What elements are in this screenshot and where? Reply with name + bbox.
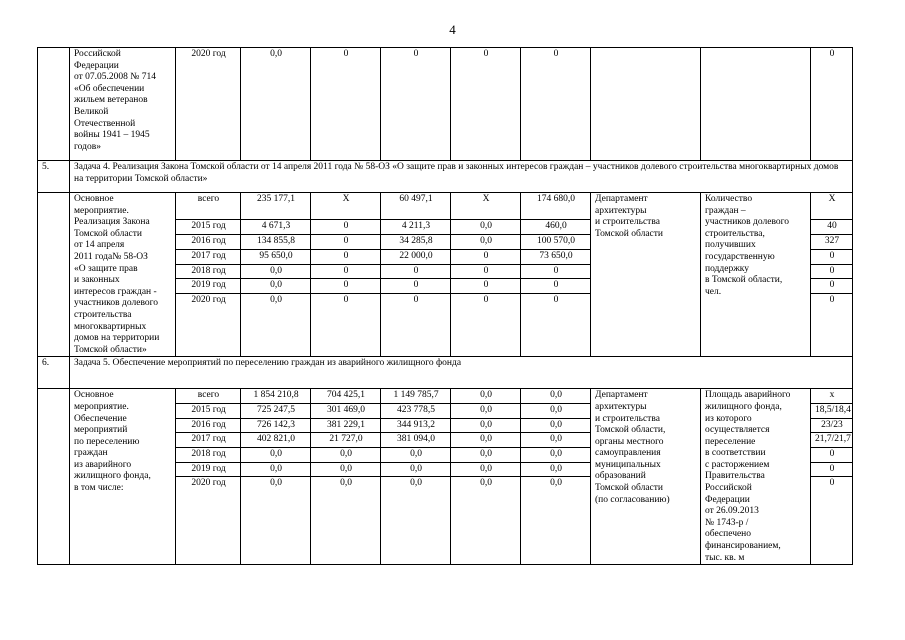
total-cell: 235 177,1 bbox=[241, 193, 311, 220]
regional-cell: 34 285,8 bbox=[381, 235, 451, 250]
indicator-cell bbox=[701, 48, 811, 161]
indicator-value-cell: 0 bbox=[811, 279, 853, 294]
extra-cell: 0,0 bbox=[521, 477, 591, 565]
total-cell: 95 650,0 bbox=[241, 249, 311, 264]
local-cell: 0,0 bbox=[451, 433, 521, 448]
extra-cell: 73 650,0 bbox=[521, 249, 591, 264]
period-cell: 2017 год bbox=[176, 249, 241, 264]
period-cell: 2018 год bbox=[176, 447, 241, 462]
measure-description: Основное мероприятие. Реализация Закона Томской области от 14 апреля 2011 года№ 58-ОЗ «О защите прав и законных интересов граждан - участников долевого строительства многоквартирных домов на территории Томской области» bbox=[70, 193, 176, 357]
extra-cell: 0 bbox=[521, 294, 591, 357]
task-title: Задача 5. Обеспечение мероприятий по переселению граждан из аварийного жилищного фонда bbox=[70, 357, 853, 389]
total-cell: 0,0 bbox=[241, 264, 311, 279]
indicator-value-cell: Х bbox=[811, 193, 853, 220]
local-cell: 0 bbox=[451, 294, 521, 357]
regional-cell: 381 094,0 bbox=[381, 433, 451, 448]
period-cell: 2016 год bbox=[176, 418, 241, 433]
federal-cell: 0,0 bbox=[311, 462, 381, 477]
period-cell: 2020 год bbox=[176, 477, 241, 565]
total-cell: 0,0 bbox=[241, 447, 311, 462]
executor-cell: Департамент архитектуры и строительства Томской области, органы местного самоуправления муниципальных образований Томской области (по согласованию) bbox=[591, 389, 701, 565]
total-cell: 0,0 bbox=[241, 294, 311, 357]
indicator-value-cell: 21,7/21,7 bbox=[811, 433, 853, 448]
indicator-value-cell: 0 bbox=[811, 447, 853, 462]
local-cell: 0,0 bbox=[451, 462, 521, 477]
indicator-value-cell: 327 bbox=[811, 235, 853, 250]
total-cell: 0,0 bbox=[241, 279, 311, 294]
regional-cell: 0 bbox=[381, 264, 451, 279]
federal-cell: 0,0 bbox=[311, 477, 381, 565]
period-cell: 2018 год bbox=[176, 264, 241, 279]
regional-cell: 0 bbox=[381, 294, 451, 357]
local-cell: 0,0 bbox=[451, 403, 521, 418]
measure-description: Российской Федерации от 07.05.2008 № 714 «Об обеспечении жильем ветеранов Великой Отечественной войны 1941 – 1945 годов» bbox=[70, 48, 176, 161]
total-cell: 134 855,8 bbox=[241, 235, 311, 250]
period-cell: 2016 год bbox=[176, 235, 241, 250]
row-number-cell bbox=[38, 48, 70, 161]
local-cell: 0,0 bbox=[451, 389, 521, 404]
extra-cell: 0,0 bbox=[521, 403, 591, 418]
period-cell: 2019 год bbox=[176, 279, 241, 294]
indicator-cell: Площадь аварийного жилищного фонда, из которого осуществляется переселение в соответствии с расторжением Правительства Российской Федерации от 26.09.2013 № 1743-р / обеспечено финансированием, тыс. кв. м bbox=[701, 389, 811, 565]
regional-cell: 423 778,5 bbox=[381, 403, 451, 418]
page-number: 4 bbox=[449, 22, 456, 37]
local-cell: 0,0 bbox=[451, 418, 521, 433]
regional-cell: 344 913,2 bbox=[381, 418, 451, 433]
period-cell: 2015 год bbox=[176, 220, 241, 235]
total-cell: 402 821,0 bbox=[241, 433, 311, 448]
regional-cell: 0,0 bbox=[381, 447, 451, 462]
federal-cell: 0 bbox=[311, 249, 381, 264]
total-cell: 4 671,3 bbox=[241, 220, 311, 235]
table-row bbox=[38, 193, 853, 220]
period-cell: 2020 год bbox=[176, 48, 241, 161]
indicator-value-cell: 0 bbox=[811, 294, 853, 357]
regional-cell: 0 bbox=[381, 48, 451, 161]
federal-cell: 0,0 bbox=[311, 447, 381, 462]
period-cell: всего bbox=[176, 389, 241, 404]
row-number-cell bbox=[38, 193, 70, 357]
regional-cell: 60 497,1 bbox=[381, 193, 451, 220]
local-cell: 0,0 bbox=[451, 477, 521, 565]
extra-cell: 174 680,0 bbox=[521, 193, 591, 220]
total-cell: 0,0 bbox=[241, 48, 311, 161]
indicator-cell: Количество граждан – участников долевого строительства, получивших государственную поддержку в Томской области, чел. bbox=[701, 193, 811, 357]
period-cell: 2019 год bbox=[176, 462, 241, 477]
extra-cell: 0 bbox=[521, 48, 591, 161]
task-number: 5. bbox=[38, 161, 70, 193]
indicator-value-cell: 0 bbox=[811, 48, 853, 161]
regional-cell: 4 211,3 bbox=[381, 220, 451, 235]
indicator-value-cell: 0 bbox=[811, 462, 853, 477]
indicator-value-cell: х bbox=[811, 389, 853, 404]
period-cell: 2020 год bbox=[176, 294, 241, 357]
local-cell: Х bbox=[451, 193, 521, 220]
local-cell: 0,0 bbox=[451, 235, 521, 250]
federal-cell: 301 469,0 bbox=[311, 403, 381, 418]
total-cell: 726 142,3 bbox=[241, 418, 311, 433]
federal-cell: 21 727,0 bbox=[311, 433, 381, 448]
indicator-value-cell: 0 bbox=[811, 477, 853, 565]
extra-cell: 0,0 bbox=[521, 418, 591, 433]
indicator-value-cell: 0 bbox=[811, 264, 853, 279]
indicator-value-cell: 23/23 bbox=[811, 418, 853, 433]
regional-cell: 22 000,0 bbox=[381, 249, 451, 264]
local-cell: 0,0 bbox=[451, 220, 521, 235]
period-cell: 2017 год bbox=[176, 433, 241, 448]
local-cell: 0,0 bbox=[451, 447, 521, 462]
extra-cell: 100 570,0 bbox=[521, 235, 591, 250]
federal-cell: 704 425,1 bbox=[311, 389, 381, 404]
total-cell: 0,0 bbox=[241, 462, 311, 477]
period-cell: 2015 год bbox=[176, 403, 241, 418]
indicator-value-cell: 18,5/18,4 bbox=[811, 403, 853, 418]
indicator-value-cell: 0 bbox=[811, 249, 853, 264]
program-table bbox=[37, 47, 853, 565]
federal-cell: 0 bbox=[311, 294, 381, 357]
total-cell: 1 854 210,8 bbox=[241, 389, 311, 404]
table-row bbox=[38, 389, 853, 404]
federal-cell: 0 bbox=[311, 220, 381, 235]
regional-cell: 0,0 bbox=[381, 462, 451, 477]
extra-cell: 0,0 bbox=[521, 447, 591, 462]
extra-cell: 460,0 bbox=[521, 220, 591, 235]
task-title: Задача 4. Реализация Закона Томской области от 14 апреля 2011 года № 58-ОЗ «О защите прав и законных интересов граждан – участников долевого строительства многоквартирных домов на территории Томской области» bbox=[70, 161, 853, 193]
table-row bbox=[38, 48, 853, 161]
local-cell: 0 bbox=[451, 249, 521, 264]
task-number: 6. bbox=[38, 357, 70, 389]
federal-cell: 0 bbox=[311, 264, 381, 279]
extra-cell: 0,0 bbox=[521, 433, 591, 448]
federal-cell: Х bbox=[311, 193, 381, 220]
regional-cell: 0 bbox=[381, 279, 451, 294]
task-row bbox=[38, 161, 853, 193]
executor-cell bbox=[591, 48, 701, 161]
extra-cell: 0 bbox=[521, 279, 591, 294]
extra-cell: 0,0 bbox=[521, 462, 591, 477]
federal-cell: 0 bbox=[311, 48, 381, 161]
measure-description: Основное мероприятие. Обеспечение мероприятий по переселению граждан из аварийного жилищного фонда, в том числе: bbox=[70, 389, 176, 565]
local-cell: 0 bbox=[451, 279, 521, 294]
row-number-cell bbox=[38, 389, 70, 565]
total-cell: 725 247,5 bbox=[241, 403, 311, 418]
federal-cell: 381 229,1 bbox=[311, 418, 381, 433]
federal-cell: 0 bbox=[311, 279, 381, 294]
regional-cell: 1 149 785,7 bbox=[381, 389, 451, 404]
indicator-value-cell: 40 bbox=[811, 220, 853, 235]
regional-cell: 0,0 bbox=[381, 477, 451, 565]
period-cell: всего bbox=[176, 193, 241, 220]
extra-cell: 0 bbox=[521, 264, 591, 279]
executor-cell: Департамент архитектуры и строительства Томской области bbox=[591, 193, 701, 357]
task-row bbox=[38, 357, 853, 389]
local-cell: 0 bbox=[451, 264, 521, 279]
local-cell: 0 bbox=[451, 48, 521, 161]
extra-cell: 0,0 bbox=[521, 389, 591, 404]
federal-cell: 0 bbox=[311, 235, 381, 250]
total-cell: 0,0 bbox=[241, 477, 311, 565]
